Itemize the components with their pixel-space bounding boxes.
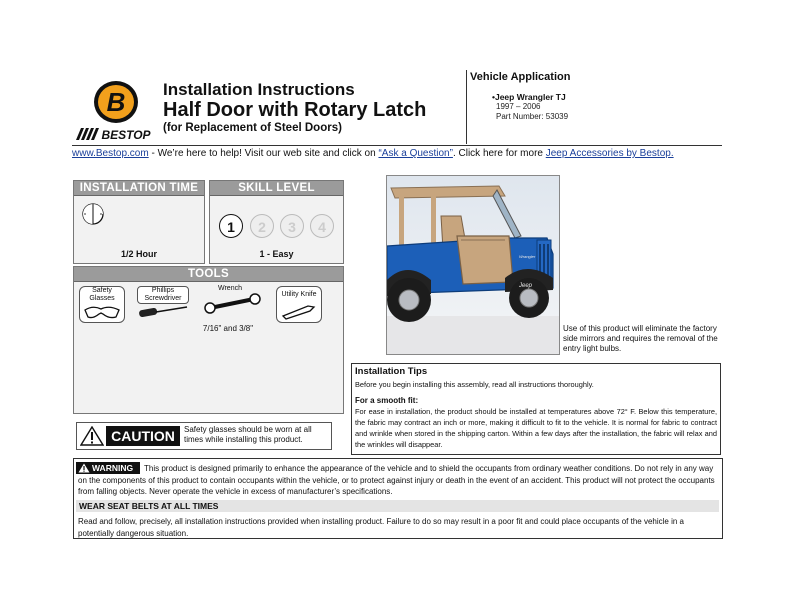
header-rule <box>72 145 722 146</box>
ask-question-link[interactable]: “Ask a Question” <box>378 148 453 159</box>
jeep-badge: Jeep <box>519 283 533 289</box>
page-title: Half Door with Rotary Latch <box>163 99 427 121</box>
jeep-accessories-link[interactable]: Jeep Accessories by Bestop. <box>545 148 674 159</box>
tool-label: Wrench <box>218 285 242 292</box>
title-line1: Installation Instructions <box>163 80 355 99</box>
web-text-b: . Click here for more <box>452 148 546 159</box>
clock-icon <box>82 203 104 225</box>
subtitle: (for Replacement of Steel Doors) <box>163 122 342 134</box>
logo-letter: B <box>106 87 126 117</box>
tools-box <box>73 266 344 414</box>
caution-text: Safety glasses should be worn at all times while installing this product. <box>184 425 312 444</box>
vehicle-application-heading: Vehicle Application <box>470 71 571 83</box>
warning-label: WARNING <box>92 463 134 473</box>
vehicle-model: •Jeep Wrangler TJ <box>492 92 566 102</box>
photo-caption: Use of this product will eliminate the factory side mirrors and requires the removal of the entry light bulbs. <box>563 324 718 353</box>
installation-tips-heading: Installation Tips <box>355 366 428 377</box>
skill-level-3: 3 <box>280 214 304 238</box>
web-text-a: - We’re here to help! Visit our web site and click on <box>148 148 379 159</box>
part-number: Part Number: 53039 <box>496 112 569 121</box>
smooth-fit-heading: For a smooth fit: <box>355 396 419 405</box>
tool-safety-glasses <box>79 286 125 323</box>
header-divider <box>466 70 467 144</box>
smooth-fit-text: For ease in installation, the product should be installed at temperatures above 72° F. Below this temperature, the fabric may contract an inch or more, making it difficult to fit to the vehicle. It is normal for fabric to contract and wrinkle when stored in the shipping carton. Within a few days after the installation, the fabric will relax and the wrinkles will disappear. <box>355 407 717 449</box>
tools-heading: TOOLS <box>74 267 343 282</box>
warning-text: This product is designed primarily to enhance the appearance of the vehicle and to shield the occupants from ordinary weather conditions. Do not rely in any way on the components of this product to contain occupants within the vehicle, or to protect against injury or death in the event of an accident. This product will not protect the occupants from falling objects. Never operate the vehicle in excess of manufacturer’s specifications. <box>78 464 715 496</box>
logo-wordmark: BESTOP <box>101 128 151 142</box>
tool-screwdriver <box>137 286 181 321</box>
safety-glasses-icon <box>83 304 121 320</box>
warning-badge <box>76 462 140 474</box>
read-instructions-text: Read and follow, precisely, all installation instructions provided when installing product. Failure to do so may result in a poor fit and could place occupants of the vehicle in a potentially dangerous situation. <box>78 517 684 538</box>
bestop-logo <box>72 78 156 142</box>
warning-icon <box>78 463 90 473</box>
skill-level-value: 1 - Easy <box>259 249 294 259</box>
product-photo <box>386 175 560 355</box>
warning-box <box>73 458 723 539</box>
skill-level-4: 4 <box>310 214 334 238</box>
caution-box <box>76 422 332 450</box>
tool-label: Safety Glasses <box>89 287 115 302</box>
tool-label: Utility Knife <box>281 291 317 298</box>
wrench-sizes: 7/16" and 3/8" <box>202 324 254 333</box>
wrangler-badge: Wrangler <box>519 254 536 259</box>
tool-wrench <box>202 285 258 325</box>
installation-time-heading: INSTALLATION TIME <box>74 181 204 196</box>
utility-knife-icon <box>280 302 318 320</box>
wrench-icon <box>202 293 262 315</box>
tool-label: Phillips Screwdriver <box>137 286 189 304</box>
warning-triangle-icon <box>80 426 104 446</box>
skill-level-box <box>209 180 344 264</box>
vehicle-years: 1997 – 2006 <box>496 102 541 111</box>
skill-level-heading: SKILL LEVEL <box>210 181 343 196</box>
caution-label: CAUTION <box>106 426 180 446</box>
installation-time-box <box>73 180 205 264</box>
seat-belts-banner: WEAR SEAT BELTS AT ALL TIMES <box>76 500 719 512</box>
skill-level-1: 1 <box>219 214 243 238</box>
screwdriver-icon <box>137 304 189 320</box>
tips-intro: Before you begin installing this assembly, read all instructions thoroughly. <box>355 380 594 389</box>
jeep-photo <box>387 176 559 354</box>
web-help-line <box>72 148 674 159</box>
installation-time-value: 1/2 Hour <box>120 249 157 259</box>
skill-level-2: 2 <box>250 214 274 238</box>
tool-utility-knife <box>276 286 322 323</box>
installation-tips-box <box>351 363 721 455</box>
bestop-site-link[interactable]: www.Bestop.com <box>72 148 149 159</box>
